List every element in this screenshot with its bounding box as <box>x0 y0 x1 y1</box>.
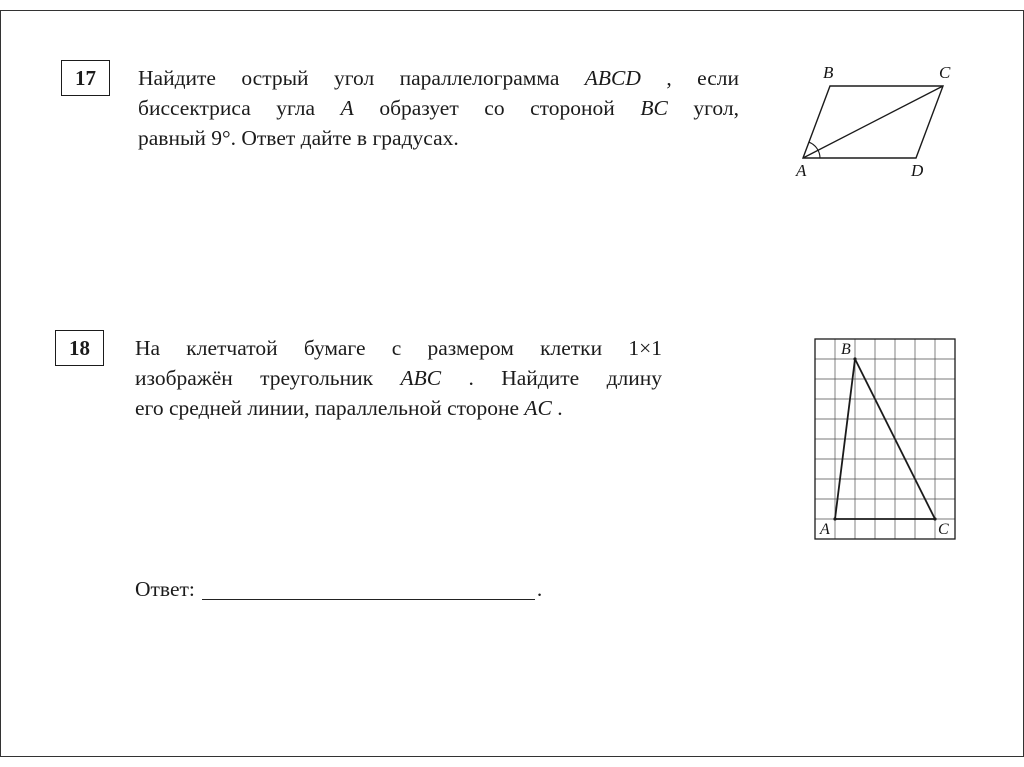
text-run: . Найдите длину <box>441 366 662 390</box>
text-run: изображён треугольник <box>135 366 401 390</box>
bisector-line <box>803 86 943 158</box>
text-run: образует со стороной <box>353 96 641 120</box>
vertex-label-D: D <box>911 161 924 180</box>
problem-18-number-box <box>55 330 104 366</box>
grid-triangle-svg <box>814 338 956 540</box>
vertex-dot-A <box>833 517 836 520</box>
problem-18-text <box>135 333 662 423</box>
problem-17-text <box>138 63 739 153</box>
problem-17-number-box <box>61 60 110 96</box>
vertex-label-C: C <box>938 521 949 538</box>
answer-label: Ответ: <box>135 577 195 601</box>
math-var-a: A <box>340 96 354 120</box>
parallelogram-figure <box>793 58 968 188</box>
parallelogram-svg <box>793 58 968 183</box>
problem-17-line-1 <box>138 63 739 93</box>
vertex-label-A: A <box>820 521 830 538</box>
text-run: Найдите острый угол параллелограмма <box>138 66 585 90</box>
grid-triangle-figure <box>814 338 956 545</box>
text-run: его средней линии, параллельной стороне <box>135 396 525 420</box>
vertex-dot-B <box>853 357 856 360</box>
math-var-abc: ABC <box>400 366 442 390</box>
answer-period: . <box>536 577 543 601</box>
problem-18-line-3 <box>135 393 662 423</box>
vertex-label-B: B <box>823 63 834 82</box>
answer-blank-line <box>202 579 535 601</box>
vertex-dot-C <box>933 517 936 520</box>
text-run: угол, <box>667 96 739 120</box>
answer-row <box>135 577 542 602</box>
math-var-abcd: ABCD <box>584 66 641 90</box>
text-run: биссектриса угла <box>138 96 341 120</box>
vertex-label-A: A <box>796 161 807 180</box>
problem-17-number: 17 <box>75 65 96 90</box>
text-run: , если <box>640 66 739 90</box>
text-run: равный 9°. Ответ дайте в градусах. <box>138 126 459 150</box>
problem-17-line-2 <box>138 93 739 123</box>
text-run: . <box>551 396 563 420</box>
problem-18-line-2 <box>135 363 662 393</box>
problem-17-line-3 <box>138 123 739 153</box>
math-var-bc: BC <box>640 96 668 120</box>
math-var-ac: AC <box>524 396 552 420</box>
angle-arc <box>809 142 820 158</box>
problem-18-number: 18 <box>69 335 90 360</box>
vertex-label-B: B <box>841 341 851 358</box>
problem-18-line-1 <box>135 333 662 363</box>
text-run: На клетчатой бумаге с размером клетки 1×1 <box>135 336 662 360</box>
vertex-label-C: C <box>939 63 951 82</box>
